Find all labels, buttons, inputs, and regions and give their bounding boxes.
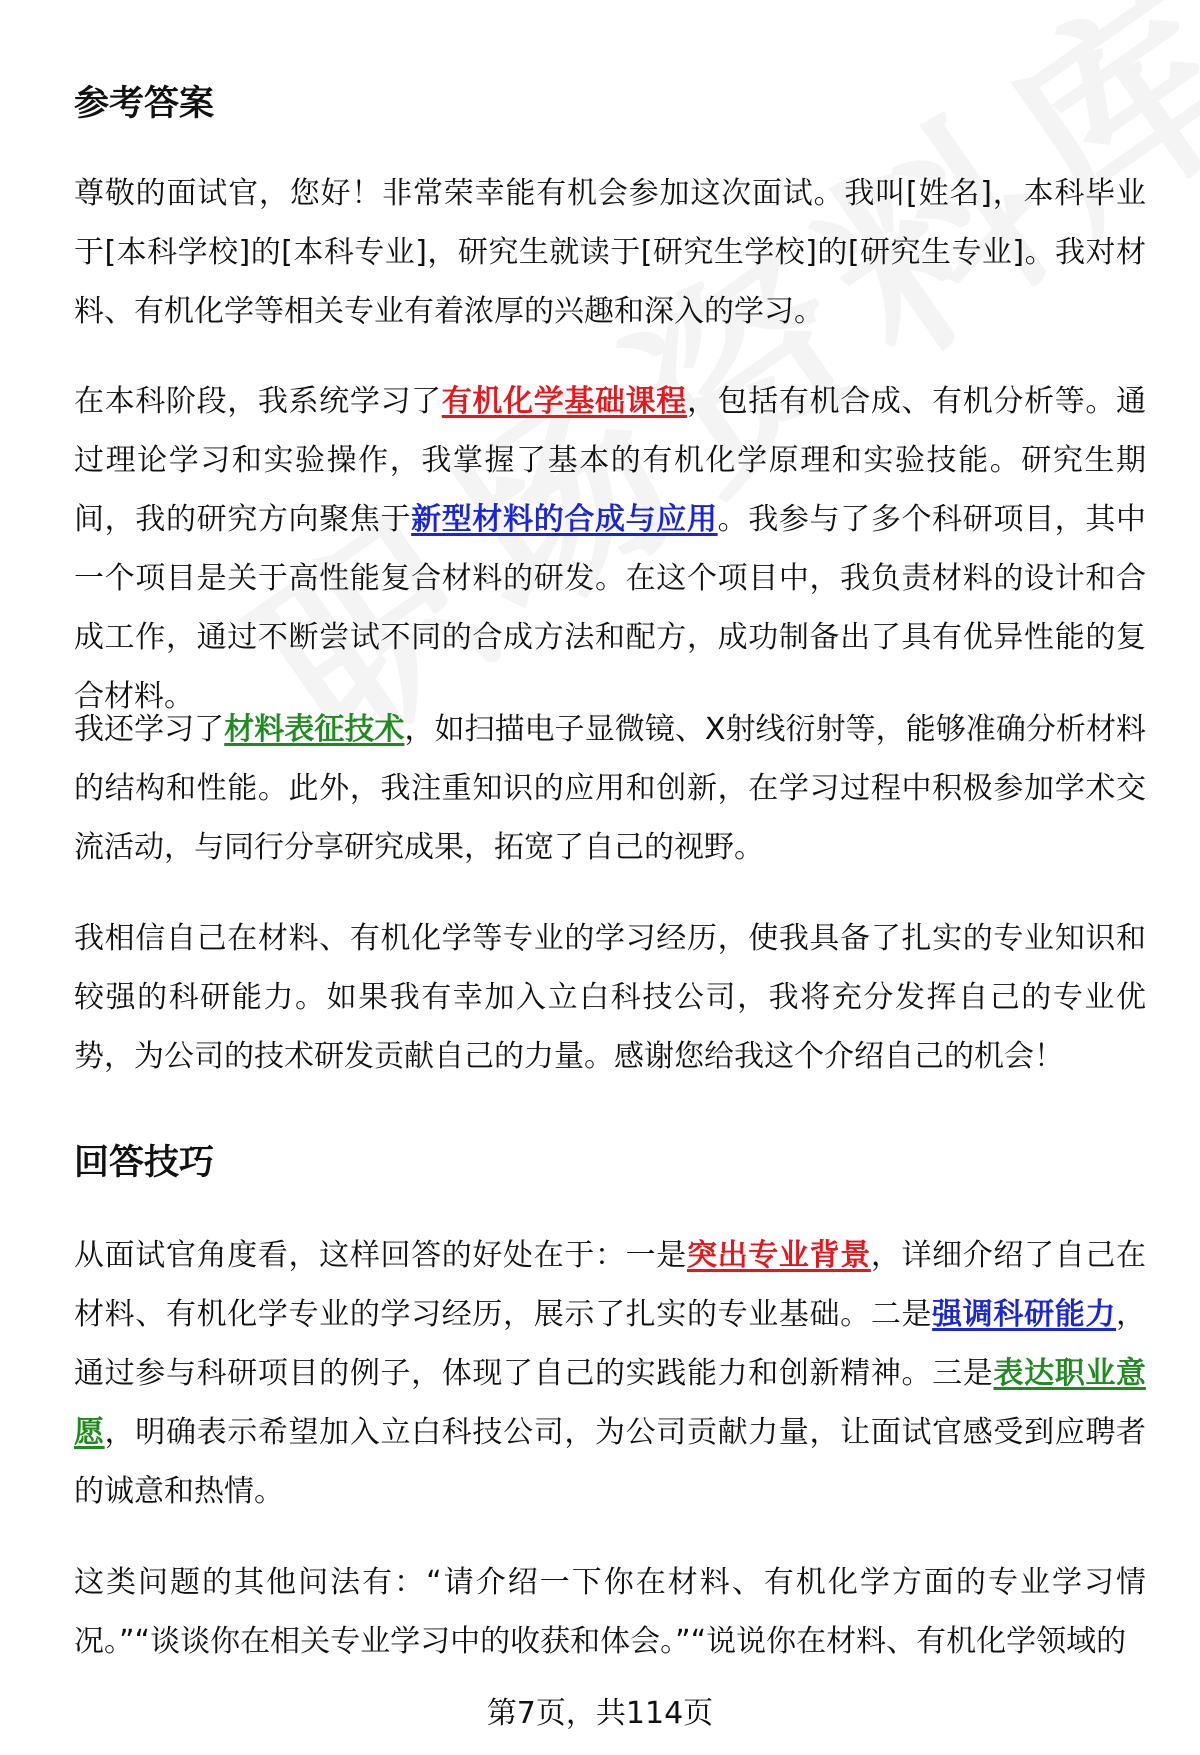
- section-title-answer-tips: 回答技巧: [74, 1143, 215, 1183]
- highlight-professional-background: 突出专业背景: [686, 1238, 871, 1273]
- text-segment: 从面试官角度看，这样回答的好处在于：一是: [74, 1238, 687, 1273]
- text-segment: ，包括有机合成、有机分析等。通过理论学习和实验操作，我掌握了基本的有机化学原理和实验技能。研究生期间，我的研究方向聚焦于: [74, 384, 1147, 537]
- text-segment: ，通过参与科研项目的例子，体现了自己的实践能力和创新精神。三是: [74, 1297, 1147, 1391]
- highlight-career-intention: 表达职业意愿: [74, 1356, 1147, 1450]
- highlight-new-materials: 新型材料的合成与应用: [411, 502, 718, 537]
- text-segment: 。我参与了多个科研项目，其中一个项目是关于高性能复合材料的研发。在这个项目中，我负责材料的设计和合成工作，通过不断尝试不同的合成方法和配方，成功制备出了具有优异性能的复合材料。: [74, 502, 1147, 714]
- paragraph-alternative-questions: 这类问题的其他问法有：“请介绍一下你在材料、有机化学方面的专业学习情况。”“谈谈你在相关专业学习中的收获和体会。”“说说你在材料、有机化学领域的: [74, 1565, 1146, 1659]
- highlight-characterization-tech: 材料表征技术: [224, 712, 405, 747]
- paragraph-tips: [74, 1226, 1146, 1521]
- paragraph-conclusion: 我相信自己在材料、有机化学等专业的学习经历，使我具备了扎实的专业知识和较强的科研能力。如果我有幸加入立白科技公司，我将充分发挥自己的专业优势，为公司的技术研发贡献自己的力量。感谢您给我这个介绍自己的机会！: [74, 921, 1146, 1074]
- text-segment: ，详细介绍了自己在材料、有机化学专业的学习经历，展示了扎实的专业基础。二是: [74, 1238, 1147, 1332]
- highlight-research-ability: 强调科研能力: [932, 1297, 1117, 1332]
- highlight-organic-chemistry-course: 有机化学基础课程: [441, 384, 687, 419]
- text-segment: 在本科阶段，我系统学习了: [74, 384, 442, 419]
- text-segment: ，如扫描电子显微镜、X射线衍射等，能够准确分析材料的结构和性能。此外，我注重知识的应用和创新，在学习过程中积极参加学术交流活动，与同行分享研究成果，拓宽了自己的视野。: [74, 712, 1147, 865]
- paragraph-characterization: [74, 700, 1146, 877]
- paragraph-intro: 尊敬的面试官，您好！非常荣幸能有机会参加这次面试。我叫[姓名]，本科毕业于[本科学校]的[本科专业]，研究生就读于[研究生学校]的[研究生专业]。我对材料、有机化学等相关专业有着浓厚的兴趣和深入的学习。: [74, 176, 1146, 329]
- text-segment: ，明确表示希望加入立白科技公司，为公司贡献力量，让面试官感受到应聘者的诚意和热情。: [74, 1415, 1147, 1509]
- page-number: 第7页，共114页: [486, 1696, 714, 1731]
- paragraph-undergrad-research: [74, 372, 1146, 726]
- section-title-reference-answer: 参考答案: [74, 84, 215, 124]
- text-segment: 我还学习了: [74, 712, 225, 747]
